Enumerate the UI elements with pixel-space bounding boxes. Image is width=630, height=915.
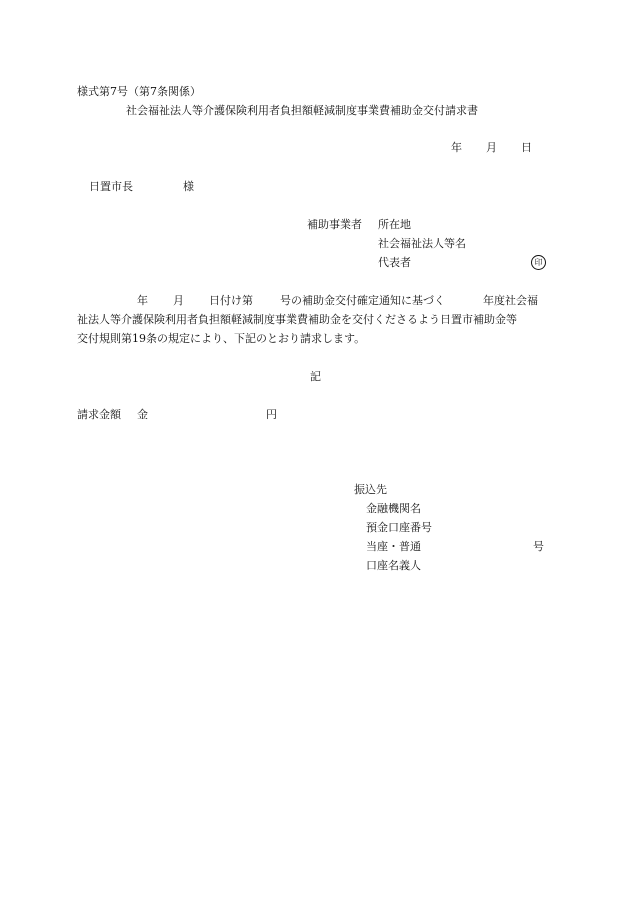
body-line-3: 交付規則第19条の規定により、下記のとおり請求します。: [77, 332, 366, 345]
addressee-honorific: 様: [183, 180, 194, 193]
addressee-name: 日置市長: [89, 180, 133, 193]
document-title: 社会福祉法人等介護保険利用者負担額軽減制度事業費補助金交付請求書: [126, 104, 478, 117]
date-day-label: 日: [521, 141, 532, 154]
body-month: 月: [173, 294, 184, 307]
transfer-bank-label: 金融機関名: [366, 502, 421, 515]
body-year: 年: [137, 294, 148, 307]
transfer-account-number-label: 預金口座番号: [366, 521, 432, 534]
date-year-label: 年: [451, 141, 462, 154]
seal-mark: 印: [531, 255, 546, 270]
applicant-address-label: 所在地: [378, 218, 411, 231]
request-amount-label: 請求金額: [77, 408, 121, 421]
request-amount-unit: 円: [266, 408, 277, 421]
request-amount-prefix: 金: [137, 408, 148, 421]
date-month-label: 月: [486, 141, 497, 154]
body-line-2: 祉法人等介護保険利用者負担額軽減制度事業費補助金を交付くださるよう日置市補助金等: [77, 313, 517, 326]
transfer-account-type-label: 当座・普通: [366, 540, 421, 553]
transfer-holder-label: 口座名義人: [366, 559, 421, 572]
body-notice: 号の補助金交付確定通知に基づく: [280, 294, 445, 307]
applicant-representative-label: 代表者: [378, 256, 411, 269]
applicant-label: 補助事業者: [307, 218, 362, 231]
ki-heading: 記: [310, 370, 321, 383]
transfer-number-suffix: 号: [533, 540, 544, 553]
applicant-org-label: 社会福祉法人等名: [378, 237, 466, 250]
body-fiscal-year: 年度社会福: [483, 294, 538, 307]
transfer-heading: 振込先: [354, 483, 387, 496]
body-day-number: 日付け第: [209, 294, 253, 307]
form-number: 様式第7号（第7条関係）: [77, 85, 201, 98]
